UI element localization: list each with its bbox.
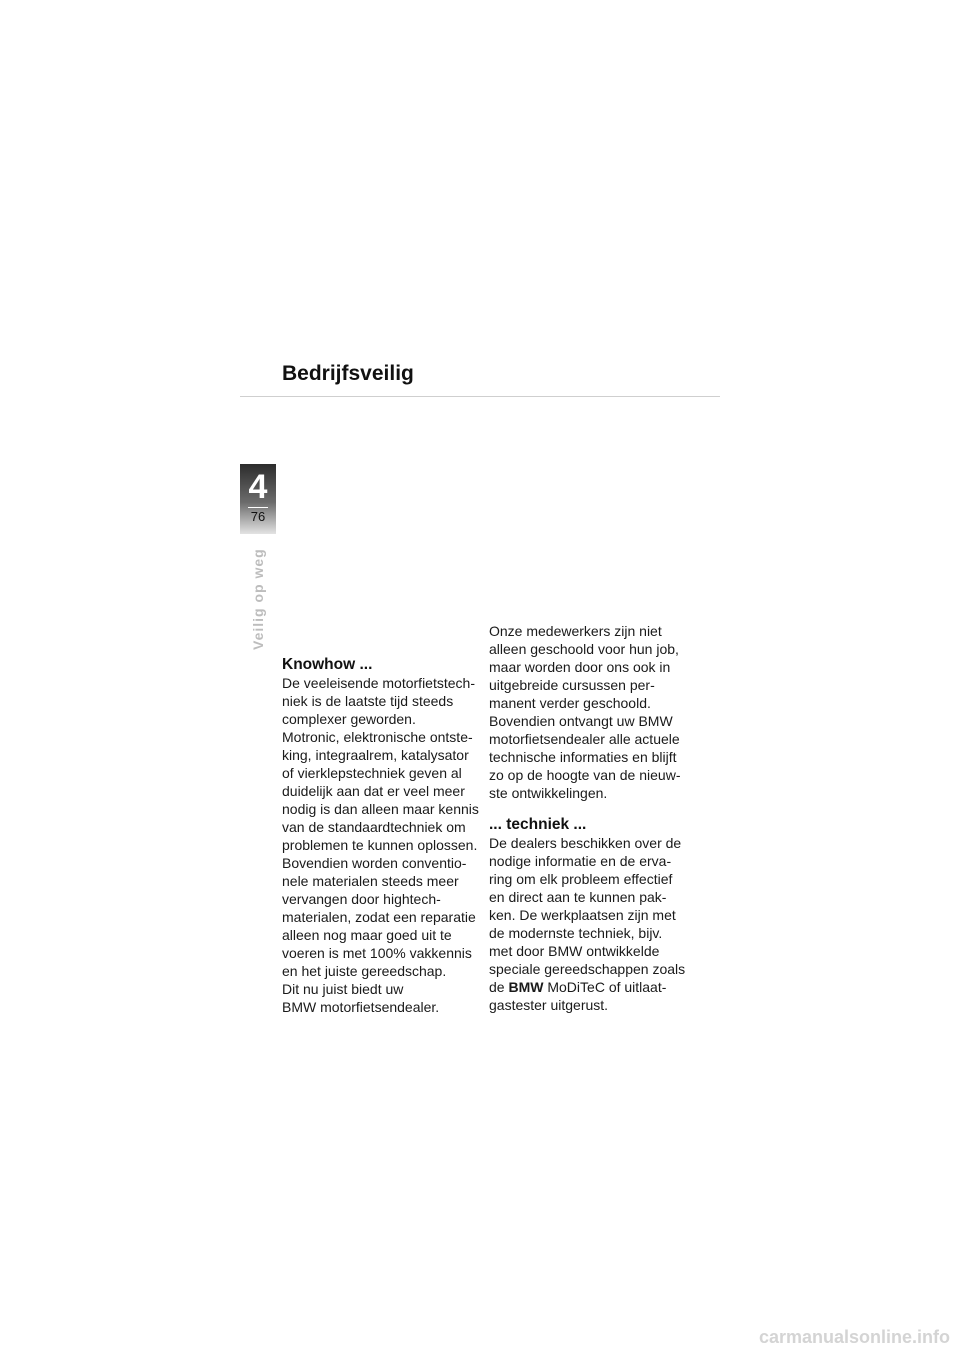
text-line: nele materialen steeds meer (282, 873, 459, 889)
text-line: technische informaties en blijft (489, 749, 677, 765)
paragraph-gap (489, 802, 693, 816)
text-line: nodige informatie en de erva- (489, 853, 672, 869)
text-line: Bovendien ontvangt uw BMW (489, 713, 673, 729)
text-line: king, integraalrem, katalysator (282, 747, 469, 763)
text-line: voeren is met 100% vakkennis (282, 945, 472, 961)
text-line: ken. De werkplaatsen zijn met (489, 907, 676, 923)
text-line: alleen geschoold voor hun job, (489, 641, 679, 657)
text-line: Bovendien worden conventio- (282, 855, 467, 871)
text-line: ste ontwikkelingen. (489, 785, 608, 801)
text-line: maar worden door ons ook in (489, 659, 671, 675)
text-line: BMW motorfietsendealer. (282, 999, 440, 1015)
text-line: Motronic, elektronische ontste- (282, 729, 473, 745)
techniek-heading: ... techniek ... (489, 816, 587, 833)
text-line: duidelijk aan dat er veel meer (282, 783, 465, 799)
chapter-number: 4 (248, 468, 268, 506)
text-line: alleen nog maar goed uit te (282, 927, 452, 943)
text-line: materialen, zodat een reparatie (282, 909, 476, 925)
text-line: niek is de laatste tijd steeds (282, 693, 454, 709)
text-line: De veeleisende motorfietstech- (282, 675, 475, 691)
techniek-paragraph (489, 834, 693, 1014)
text-line: De dealers beschikken over de (489, 835, 682, 851)
text-line: speciale gereedschappen zoals (489, 961, 686, 977)
title-divider (240, 396, 720, 397)
staff-paragraph (489, 622, 693, 802)
text-line: of vierklepstechniek geven al (282, 765, 462, 781)
text-line: zo op de hoogte van de nieuw- (489, 767, 681, 783)
text-line: problemen te kunnen oplossen. (282, 837, 478, 853)
text-line: gastester uitgerust. (489, 997, 609, 1013)
text-line: de modernste techniek, bijv. (489, 925, 663, 941)
text-line: met door BMW ontwikkelde (489, 943, 660, 959)
text-line: nodig is dan alleen maar kennis (282, 801, 479, 817)
knowhow-paragraph (282, 674, 486, 1016)
text-line: manent verder geschoold. (489, 695, 651, 711)
text-line: vervangen door hightech- (282, 891, 441, 907)
section-side-label: Veilig op weg (250, 548, 266, 650)
footer-watermark: carmanualsonline.info (758, 1327, 950, 1347)
bmw-line (489, 978, 693, 996)
right-column (489, 622, 693, 1014)
chapter-tab (240, 464, 276, 534)
chapter-divider (248, 507, 268, 508)
left-column (282, 656, 486, 1016)
bmw-line-suffix: MoDiTeC of uitlaat- (543, 979, 667, 995)
page-title: Bedrijfsveilig (282, 362, 414, 385)
text-line: van de standaardtechniek om (282, 819, 466, 835)
bmw-bold-text: BMW (508, 979, 544, 995)
text-line: complexer geworden. (282, 711, 416, 727)
text-line: Onze medewerkers zijn niet (489, 623, 662, 639)
bmw-line-prefix: de (489, 979, 509, 995)
text-line: en het juiste gereedschap. (282, 963, 447, 979)
text-line: en direct aan te kunnen pak- (489, 889, 667, 905)
text-line: ring om elk probleem effectief (489, 871, 673, 887)
knowhow-heading: Knowhow ... (282, 656, 373, 673)
text-line: Dit nu juist biedt uw (282, 981, 404, 997)
page-number: 76 (250, 509, 266, 524)
text-line: uitgebreide cursussen per- (489, 677, 655, 693)
text-line: motorfietsendealer alle actuele (489, 731, 680, 747)
